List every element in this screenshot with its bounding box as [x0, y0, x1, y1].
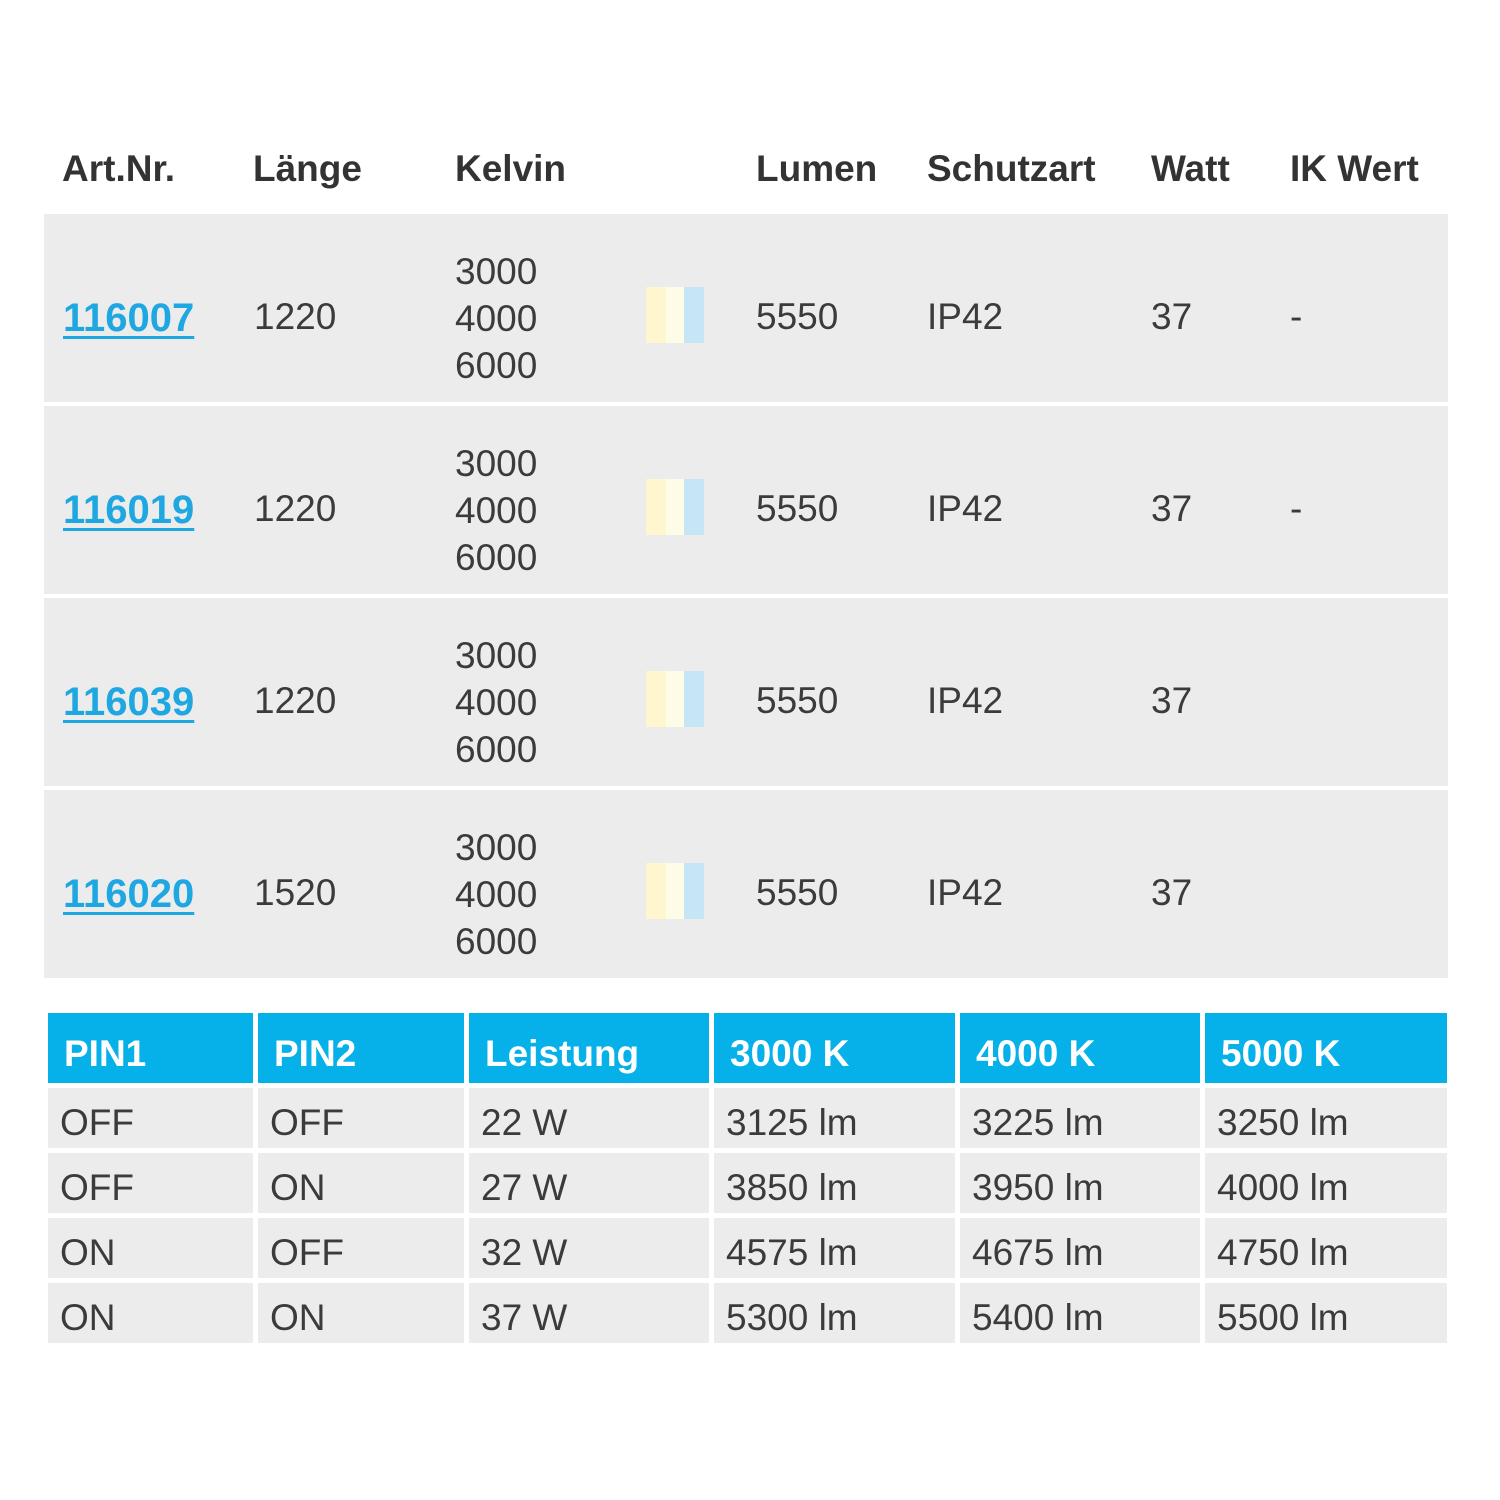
- leistung-cell: 22 W: [469, 1088, 709, 1148]
- swatch-neutral: [666, 287, 684, 343]
- kelvin-values: [455, 440, 537, 581]
- watt-value: 37: [1151, 680, 1193, 721]
- lumen-value: 5550: [756, 872, 839, 913]
- ik-value: -: [1290, 296, 1303, 337]
- header-3000k: 3000 K: [714, 1013, 955, 1083]
- pin1-cell: OFF: [48, 1088, 253, 1148]
- kelvin-value: 6000: [455, 345, 538, 386]
- header-pin2: PIN2: [258, 1013, 464, 1083]
- kelvin-values: [455, 824, 537, 965]
- header-laenge: Länge: [253, 148, 362, 189]
- schutzart-value: IP42: [927, 488, 1004, 529]
- table-row: [48, 1283, 1447, 1343]
- lumen-5000k-cell: 4000 lm: [1205, 1153, 1447, 1213]
- header-schutzart: Schutzart: [927, 148, 1096, 189]
- lumen-5000k-cell: 3250 lm: [1205, 1088, 1447, 1148]
- pin2-cell: ON: [258, 1283, 464, 1343]
- schutzart-value: IP42: [927, 296, 1004, 337]
- table-row: [48, 1153, 1447, 1213]
- kelvin-values: [455, 248, 537, 389]
- watt-value: 37: [1151, 296, 1193, 337]
- ik-value: -: [1290, 488, 1303, 529]
- lumen-5000k-cell: 5500 lm: [1205, 1283, 1447, 1343]
- watt-value: 37: [1151, 488, 1193, 529]
- swatch-warm: [646, 287, 666, 343]
- leistung-cell: 37 W: [469, 1283, 709, 1343]
- swatch-neutral: [666, 671, 684, 727]
- swatch-cold: [684, 479, 704, 535]
- power-table-header: [48, 1013, 1447, 1083]
- swatch-cold: [684, 863, 704, 919]
- product-row: [44, 406, 1448, 594]
- pin1-cell: ON: [48, 1218, 253, 1278]
- pin2-cell: ON: [258, 1153, 464, 1213]
- header-lumen: Lumen: [756, 148, 878, 189]
- pin1-cell: OFF: [48, 1153, 253, 1213]
- kelvin-value: 6000: [455, 537, 538, 578]
- artnr-link[interactable]: 116020: [63, 872, 195, 916]
- kelvin-value: 4000: [455, 682, 538, 723]
- schutzart-value: IP42: [927, 872, 1004, 913]
- color-temperature-swatch: [646, 863, 704, 919]
- watt-value: 37: [1151, 872, 1193, 913]
- pin2-cell: OFF: [258, 1218, 464, 1278]
- lumen-3000k-cell: 3850 lm: [714, 1153, 955, 1213]
- header-ik-wert: IK Wert: [1290, 148, 1419, 189]
- lumen-5000k-cell: 4750 lm: [1205, 1218, 1447, 1278]
- product-row: [44, 790, 1448, 978]
- laenge-value: 1520: [254, 872, 337, 913]
- color-temperature-swatch: [646, 671, 704, 727]
- swatch-warm: [646, 671, 666, 727]
- swatch-warm: [646, 479, 666, 535]
- artnr-link[interactable]: 116019: [63, 488, 195, 532]
- swatch-neutral: [666, 479, 684, 535]
- header-4000k: 4000 K: [960, 1013, 1200, 1083]
- schutzart-value: IP42: [927, 680, 1004, 721]
- kelvin-values: [455, 632, 537, 773]
- lumen-3000k-cell: 3125 lm: [714, 1088, 955, 1148]
- product-row: [44, 214, 1448, 402]
- table-row: [48, 1218, 1447, 1278]
- header-artnr: Art.Nr.: [62, 148, 176, 189]
- header-5000k: 5000 K: [1205, 1013, 1447, 1083]
- kelvin-value: 4000: [455, 874, 538, 915]
- laenge-value: 1220: [254, 680, 337, 721]
- header-pin1: PIN1: [48, 1013, 253, 1083]
- kelvin-value: 3000: [455, 827, 538, 868]
- pin1-cell: ON: [48, 1283, 253, 1343]
- lumen-4000k-cell: 5400 lm: [960, 1283, 1200, 1343]
- kelvin-value: 3000: [455, 635, 538, 676]
- kelvin-value: 3000: [455, 251, 538, 292]
- swatch-cold: [684, 671, 704, 727]
- laenge-value: 1220: [254, 296, 337, 337]
- swatch-neutral: [666, 863, 684, 919]
- swatch-cold: [684, 287, 704, 343]
- pin2-cell: OFF: [258, 1088, 464, 1148]
- lumen-value: 5550: [756, 680, 839, 721]
- color-temperature-swatch: [646, 287, 704, 343]
- artnr-link[interactable]: 116007: [63, 296, 195, 340]
- lumen-4000k-cell: 3225 lm: [960, 1088, 1200, 1148]
- swatch-warm: [646, 863, 666, 919]
- leistung-cell: 32 W: [469, 1218, 709, 1278]
- lumen-value: 5550: [756, 296, 839, 337]
- color-temperature-swatch: [646, 479, 704, 535]
- artnr-link[interactable]: 116039: [63, 680, 195, 724]
- lumen-4000k-cell: 3950 lm: [960, 1153, 1200, 1213]
- laenge-value: 1220: [254, 488, 337, 529]
- kelvin-value: 4000: [455, 298, 538, 339]
- header-watt: Watt: [1151, 148, 1230, 189]
- leistung-cell: 27 W: [469, 1153, 709, 1213]
- header-leistung: Leistung: [469, 1013, 709, 1083]
- lumen-value: 5550: [756, 488, 839, 529]
- kelvin-value: 3000: [455, 443, 538, 484]
- kelvin-value: 6000: [455, 921, 538, 962]
- kelvin-value: 6000: [455, 729, 538, 770]
- table-row: [48, 1088, 1447, 1148]
- lumen-3000k-cell: 4575 lm: [714, 1218, 955, 1278]
- lumen-3000k-cell: 5300 lm: [714, 1283, 955, 1343]
- kelvin-value: 4000: [455, 490, 538, 531]
- header-kelvin: Kelvin: [455, 148, 567, 189]
- lumen-4000k-cell: 4675 lm: [960, 1218, 1200, 1278]
- product-row: [44, 598, 1448, 786]
